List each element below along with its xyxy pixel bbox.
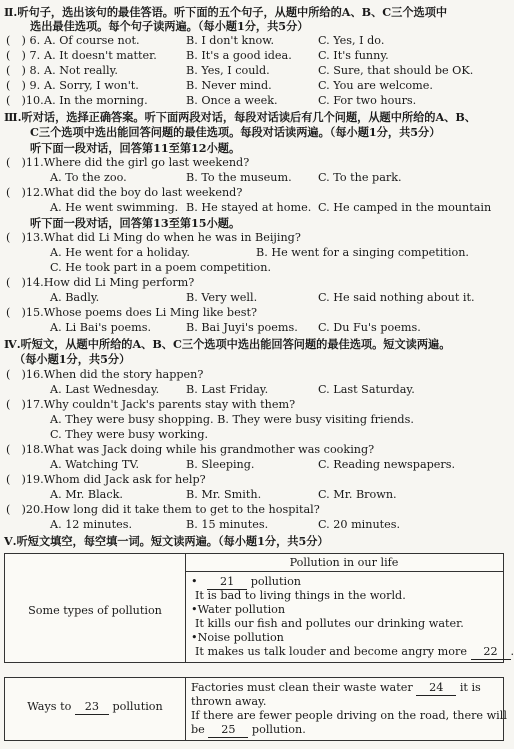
section-2-title: Ⅱ.听句子，选出该句的最佳答语。听下面的五个句子，从题中所给的A、B、C三个选项中 xyxy=(4,5,448,19)
table-header: Pollution in our life xyxy=(185,554,503,572)
q11-option-a: A. To the zoo. xyxy=(50,171,127,184)
ways-pre: Ways to xyxy=(27,700,72,713)
noise-pollution: •Noise pollution xyxy=(191,631,284,644)
be-text: be xyxy=(191,723,205,736)
question-11: ( )11.Where did the girl go last weekend? xyxy=(6,156,250,169)
noise-pollution-desc xyxy=(195,645,514,660)
q15-option-a: A. Li Bai's poems. xyxy=(50,321,152,334)
q20-option-a: A. 12 minutes. xyxy=(50,518,132,531)
q14-option-b: B. Very well. xyxy=(186,291,258,304)
option-c: C. Yes, I do. xyxy=(318,34,385,47)
item-21-desc: It is bad to living things in the world. xyxy=(195,589,406,602)
question-13: ( )13.What did Li Ming do when he was in Beijing? xyxy=(6,231,301,244)
section-4-title-cont: （每小题1分，共5分） xyxy=(14,352,131,366)
question-15: ( )15.Whose poems does Li Ming like best? xyxy=(6,306,257,319)
question-number: ( ) 7. xyxy=(6,49,41,62)
q19-option-b: B. Mr. Smith. xyxy=(186,488,262,501)
q13-option-c: C. He took part in a poem competition. xyxy=(50,261,272,274)
question-number: ( ) 6. xyxy=(6,34,41,47)
dialogue-2-instruction: 听下面一段对话，回答第13至第15小题。 xyxy=(30,216,241,230)
q17-option-c: C. They were busy working. xyxy=(50,428,209,441)
option-b: B. It's a good idea. xyxy=(186,49,292,62)
ways-line-4 xyxy=(191,723,306,738)
q11-option-b: B. To the museum. xyxy=(186,171,292,184)
q20-option-c: C. 20 minutes. xyxy=(318,518,401,531)
option-a: A. Sorry, I won't. xyxy=(44,79,139,92)
blank-22[interactable]: 22 xyxy=(471,645,511,660)
option-b: B. I don't know. xyxy=(186,34,275,47)
ways-cell xyxy=(5,678,186,740)
q17-options-ab: A. They were busy shopping. B. They were busy visiting friends. xyxy=(50,413,414,426)
types-label: Some types of pollution xyxy=(28,604,162,617)
ways-line-1 xyxy=(191,681,481,696)
q18-option-c: C. Reading newspapers. xyxy=(318,458,456,471)
q14-option-c: C. He said nothing about it. xyxy=(318,291,475,304)
option-c: C. You are welcome. xyxy=(318,79,433,92)
option-b: B. Once a week. xyxy=(186,94,278,107)
item-21 xyxy=(191,575,301,590)
q15-option-b: B. Bai Juyi's poems. xyxy=(186,321,298,334)
q12-option-a: A. He went swimming. xyxy=(50,201,179,214)
section-3-title: Ⅲ.听对话，选择正确答案。听下面两段对话，每段对话读后有几个问题，从题中所给的A、B、 xyxy=(4,110,476,124)
blank-25[interactable]: 25 xyxy=(208,723,248,738)
q14-option-a: A. Badly. xyxy=(50,291,100,304)
blank-21[interactable]: 21 xyxy=(207,575,247,590)
pollution-end: pollution. xyxy=(251,723,306,736)
q16-option-c: C. Last Saturday. xyxy=(318,383,415,396)
option-b: B. Never mind. xyxy=(186,79,272,92)
q19-option-a: A. Mr. Black. xyxy=(50,488,123,501)
q12-option-b: B. He stayed at home. xyxy=(186,201,312,214)
q16-option-b: B. Last Friday. xyxy=(186,383,269,396)
q18-option-a: A. Watching TV. xyxy=(50,458,139,471)
ways-post: pollution xyxy=(112,700,163,713)
ways-line-3: If there are fewer people driving on the road, there will xyxy=(191,709,507,722)
pollution-word: pollution xyxy=(250,575,302,588)
ways-label xyxy=(5,700,185,715)
question-number: ( )10. xyxy=(6,94,44,107)
q12-option-c: C. He camped in the mountain xyxy=(318,201,492,214)
ways-line-2: thrown away. xyxy=(191,695,267,708)
noise-desc-text: It makes us talk louder and become angry more xyxy=(195,645,467,658)
question-16: ( )16.When did the story happen? xyxy=(6,368,204,381)
period: . xyxy=(510,645,514,658)
option-a: A. In the morning. xyxy=(44,94,148,107)
blank-23[interactable]: 23 xyxy=(75,700,109,715)
option-b: B. Yes, I could. xyxy=(186,64,270,77)
question-20: ( )20.How long did it take them to get to the hospital? xyxy=(6,503,320,516)
water-pollution: •Water pollution xyxy=(191,603,286,616)
question-18: ( )18.What was Jack doing while his grandmother was cooking? xyxy=(6,443,375,456)
dialogue-1-instruction: 听下面一段对话，回答第11至第12小题。 xyxy=(30,141,241,155)
ways-table xyxy=(4,677,507,741)
q13-option-b: B. He went for a singing competition. xyxy=(256,246,469,259)
question-number: ( ) 8. xyxy=(6,64,41,77)
pollution-table xyxy=(4,553,514,663)
option-a: A. Of course not. xyxy=(44,34,140,47)
q13-option-a: A. He went for a holiday. xyxy=(50,246,190,259)
option-c: C. It's funny. xyxy=(318,49,389,62)
option-a: A. Not really. xyxy=(44,64,118,77)
blank-24[interactable]: 24 xyxy=(416,681,456,696)
q16-option-a: A. Last Wednesday. xyxy=(50,383,160,396)
q18-option-b: B. Sleeping. xyxy=(186,458,255,471)
q15-option-c: C. Du Fu's poems. xyxy=(318,321,421,334)
bullet: • xyxy=(191,575,198,588)
it-is-text: it is xyxy=(459,681,481,694)
section-5-title: Ⅴ.听短文填空，每空填一词。短文读两遍。（每小题1分，共5分） xyxy=(4,534,329,548)
question-number: ( ) 9. xyxy=(6,79,41,92)
q20-option-b: B. 15 minutes. xyxy=(186,518,269,531)
section-2-title-cont: 选出最佳选项。每个句子读两遍。（每小题1分，共5分） xyxy=(30,19,309,33)
option-a: A. It doesn't matter. xyxy=(44,49,157,62)
q11-option-c: C. To the park. xyxy=(318,171,402,184)
question-12: ( )12.What did the boy do last weekend? xyxy=(6,186,243,199)
q19-option-c: C. Mr. Brown. xyxy=(318,488,397,501)
question-17: ( )17.Why couldn't Jack's parents stay with them? xyxy=(6,398,296,411)
question-14: ( )14.How did Li Ming perform? xyxy=(6,276,195,289)
section-4-title: Ⅳ.听短文，从题中所给的A、B、C三个选项中选出能回答问题的最佳选项。短文读两遍。 xyxy=(4,337,451,351)
types-cell xyxy=(5,554,186,662)
question-19: ( )19.Whom did Jack ask for help? xyxy=(6,473,206,486)
factories-text: Factories must clean their waste water xyxy=(191,681,413,694)
option-c: C. Sure, that should be OK. xyxy=(318,64,474,77)
water-pollution-desc: It kills our fish and pollutes our drinking water. xyxy=(195,617,464,630)
section-3-title-cont: C三个选项中选出能回答问题的最佳选项。每段对话读两遍。（每小题1分，共5分） xyxy=(30,125,441,139)
option-c: C. For two hours. xyxy=(318,94,417,107)
